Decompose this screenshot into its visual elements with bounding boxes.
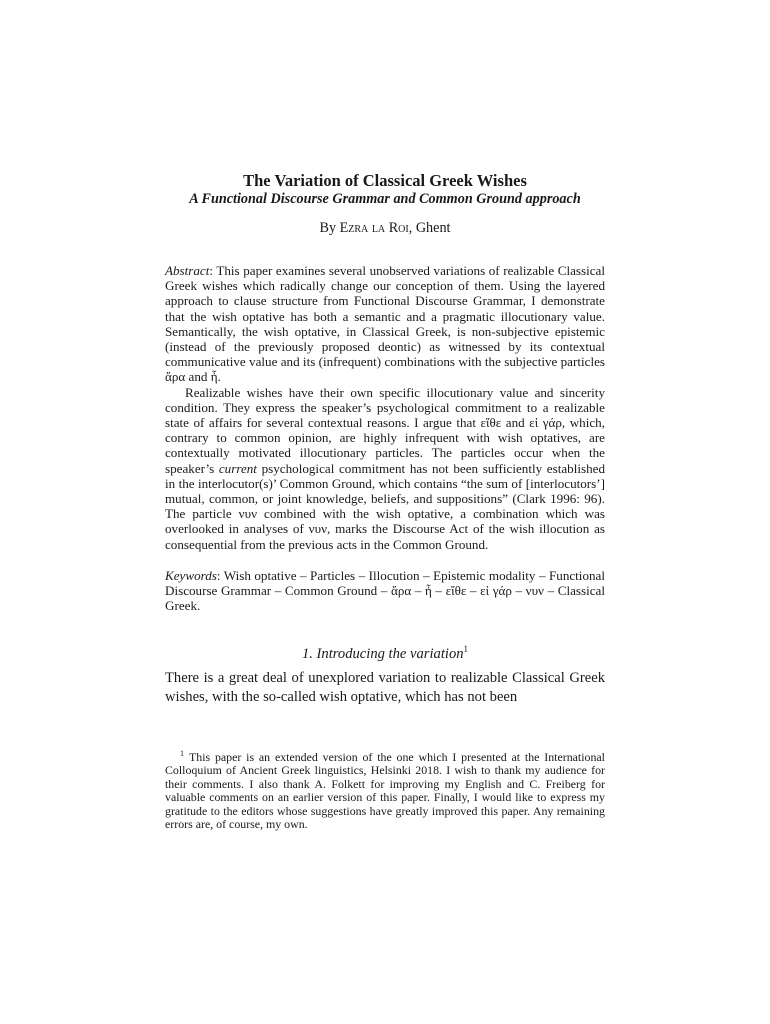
abstract-text-2a: Realizable wishes have their own specific illocutionary value and sincerity condition. They express the speaker’s psychological commitment to a realizable state of affairs for several contextual reasons. I argue that εἴθε and εἰ γάρ, which, contrary to common opinion, are highly infrequent with wish optatives, are contextually motivated illocutionary particles. The particles occur when the speaker’s xyxy=(165,384,605,476)
footnote-mark: 1 xyxy=(180,749,184,758)
abstract-emphasis: current xyxy=(218,460,257,476)
section-title-text: 1. Introducing the variation xyxy=(301,645,464,662)
footnote-text: This paper is an extended version of the one which I presented at the International Colloquium of Ancient Greek linguistics, Helsinki 2018. I wish to thank my audience for their comments. I also thank A. Folkett for improving my English and C. Freiberg for valuable comments on an earlier version of this paper. Finally, I would like to express my gratitude to the editors whose suggestions have greatly improved this paper. Any remaining errors are, of course, my own. xyxy=(165,749,605,831)
abstract xyxy=(165,263,605,552)
keywords-label: Keywords xyxy=(165,568,217,583)
author-name: Ezra la Roi xyxy=(339,220,409,236)
footnote xyxy=(165,747,605,831)
footnote-reference[interactable]: 1 xyxy=(463,644,469,654)
abstract-paragraph-2 xyxy=(165,385,605,552)
paper-title: The Variation of Classical Greek Wishes xyxy=(243,171,527,190)
byline-prefix: By xyxy=(319,220,340,236)
abstract-text-2b: psychological commitment has not been sufficiently established in the interlocutor(s)’ Common Ground, which contains “the sum of [interlocutors’] mutual, common, or joint knowledge, beliefs, and suppositions” (Clark 1996: 96). The particle νυν combined with the wish optative, a combination which was overlooked in analyses of νυν, marks the Discourse Act of the wish illocution as consequential from the previous acts in the Common Ground. xyxy=(165,460,605,552)
abstract-label: Abstract xyxy=(165,263,210,278)
abstract-text-1: : This paper examines several unobserved variations of realizable Classical Greek wishes which radically change our conception of them. Using the layered approach to clause structure from Functional Discourse Grammar, I demonstrate that the wish optative has both a semantic and a pragmatic illocutionary value. Semantically, the wish optative, in Classical Greek, is non-subjective epistemic (instead of the previously proposed deontic) as witnessed by its contextual communicative value and its (infrequent) combinations with the subjective particles ἄρα and ἦ. xyxy=(165,263,605,385)
abstract-paragraph-1 xyxy=(165,263,605,385)
byline xyxy=(0,219,770,237)
keywords xyxy=(165,568,605,614)
section-heading xyxy=(0,640,770,663)
paper-subtitle: A Functional Discourse Grammar and Common Ground approach xyxy=(189,191,581,207)
body-text: There is a great deal of unexplored variation to realizable Classical Greek wishes, with the so-called wish optative, which has not been xyxy=(165,670,605,705)
byline-affiliation: , Ghent xyxy=(408,220,451,236)
keywords-text: : Wish optative – Particles – Illocution – Epistemic modality – Functional Discourse Grammar – Common Ground – ἄρα – ἦ – εἴθε – εἰ γάρ – νυν – Classical Greek. xyxy=(165,568,605,614)
body-paragraph xyxy=(165,669,605,706)
